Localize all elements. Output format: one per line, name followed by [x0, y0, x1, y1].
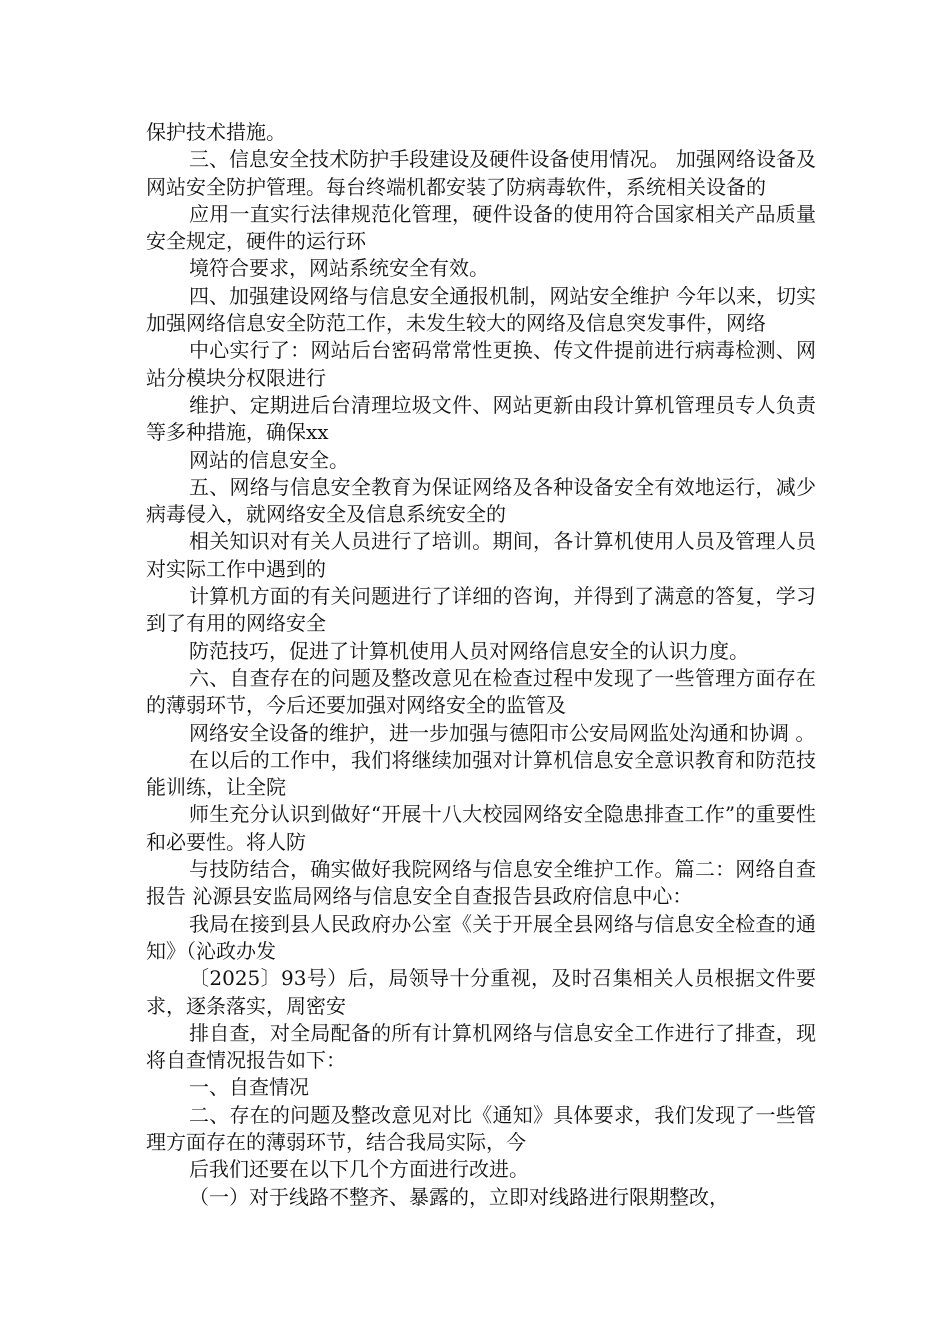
paragraph: 境符合要求，网站系统安全有效。 [189, 256, 489, 281]
paragraph: （一）对于线路不整齐、暴露的，立即对线路进行限期整改， [189, 1184, 729, 1209]
document-body [146, 119, 816, 1211]
paragraph: 计算机方面的有关问题进行了详细的咨询，并得到了满意的答复，学习到了有用的网络安全 [146, 584, 816, 636]
paragraph: 维护、定期进后台清理垃圾文件、网站更新由段计算机管理员专人负责等多种措施，确保xx [146, 392, 816, 445]
paragraph: 我局在接到县人民政府办公室《关于开展全县网络与信息安全检查的通知》（沁政办发 [146, 911, 816, 963]
paragraph: 相关知识对有关人员进行了培训。期间，各计算机使用人员及管理人员对实际工作中遇到的 [146, 529, 816, 581]
paragraph: 网络安全设备的维护，进一步加强与德阳市公安局网监处沟通和协调 。 [189, 720, 816, 745]
paragraph: 与技防结合，确实做好我院网络与信息安全维护工作。篇二：网络自查报告 沁源县安监局网络与信息安全自查报告县政府信息中心： [146, 857, 816, 909]
paragraph: 四、加强建设网络与信息安全通报机制，网站安全维护 今年以来，切实加强网络信息安全防范工作，未发生较大的网络及信息突发事件，网络 [146, 283, 816, 336]
paragraph: 防范技巧，促进了计算机使用人员对网络信息安全的认识力度。 [189, 638, 749, 663]
paragraph: 后我们还要在以下几个方面进行改进。 [189, 1157, 529, 1182]
paragraph: 在以后的工作中，我们将继续加强对计算机信息安全意识教育和防范技能训练，让全院 [146, 747, 816, 800]
paragraph: 一、自查情况 [189, 1075, 309, 1100]
paragraph: 二、存在的问题及整改意见对比《通知》具体要求，我们发现了一些管理方面存在的薄弱环节，结合我局实际，今 [146, 1102, 816, 1154]
paragraph: 应用一直实行法律规范化管理，硬件设备的使用符合国家相关产品质量安全规定，硬件的运行环 [146, 201, 816, 254]
paragraph: 排自查，对全局配备的所有计算机网络与信息安全工作进行了排查，现将自查情况报告如下： [146, 1020, 816, 1073]
paragraph: 师生充分认识到做好“开展十八大校园网络安全隐患排查工作”的重要性和必要性。将人防 [146, 802, 816, 854]
paragraph: 中心实行了：网站后台密码常常性更换、传文件提前进行病毒检测、网站分模块分权限进行 [146, 338, 816, 390]
paragraph: 五、网络与信息安全教育为保证网络及各种设备安全有效地运行，减少病毒侵入，就网络安全及信息系统安全的 [146, 474, 816, 527]
paragraph: 六、自查存在的问题及整改意见在检查过程中发现了一些管理方面存在的薄弱环节，今后还要加强对网络安全的监管及 [146, 665, 816, 718]
paragraph: 三、信息安全技术防护手段建设及硬件设备使用情况。 加强网络设备及网站安全防护管理。每台终端机都安装了防病毒软件，系统相关设备的 [146, 147, 816, 199]
paragraph: 〔2025〕93号）后，局领导十分重视，及时召集相关人员根据文件要求，逐条落实，周密安 [146, 966, 816, 1018]
paragraph: 保护技术措施。 [146, 120, 286, 144]
paragraph: 网站的信息安全。 [189, 447, 349, 472]
